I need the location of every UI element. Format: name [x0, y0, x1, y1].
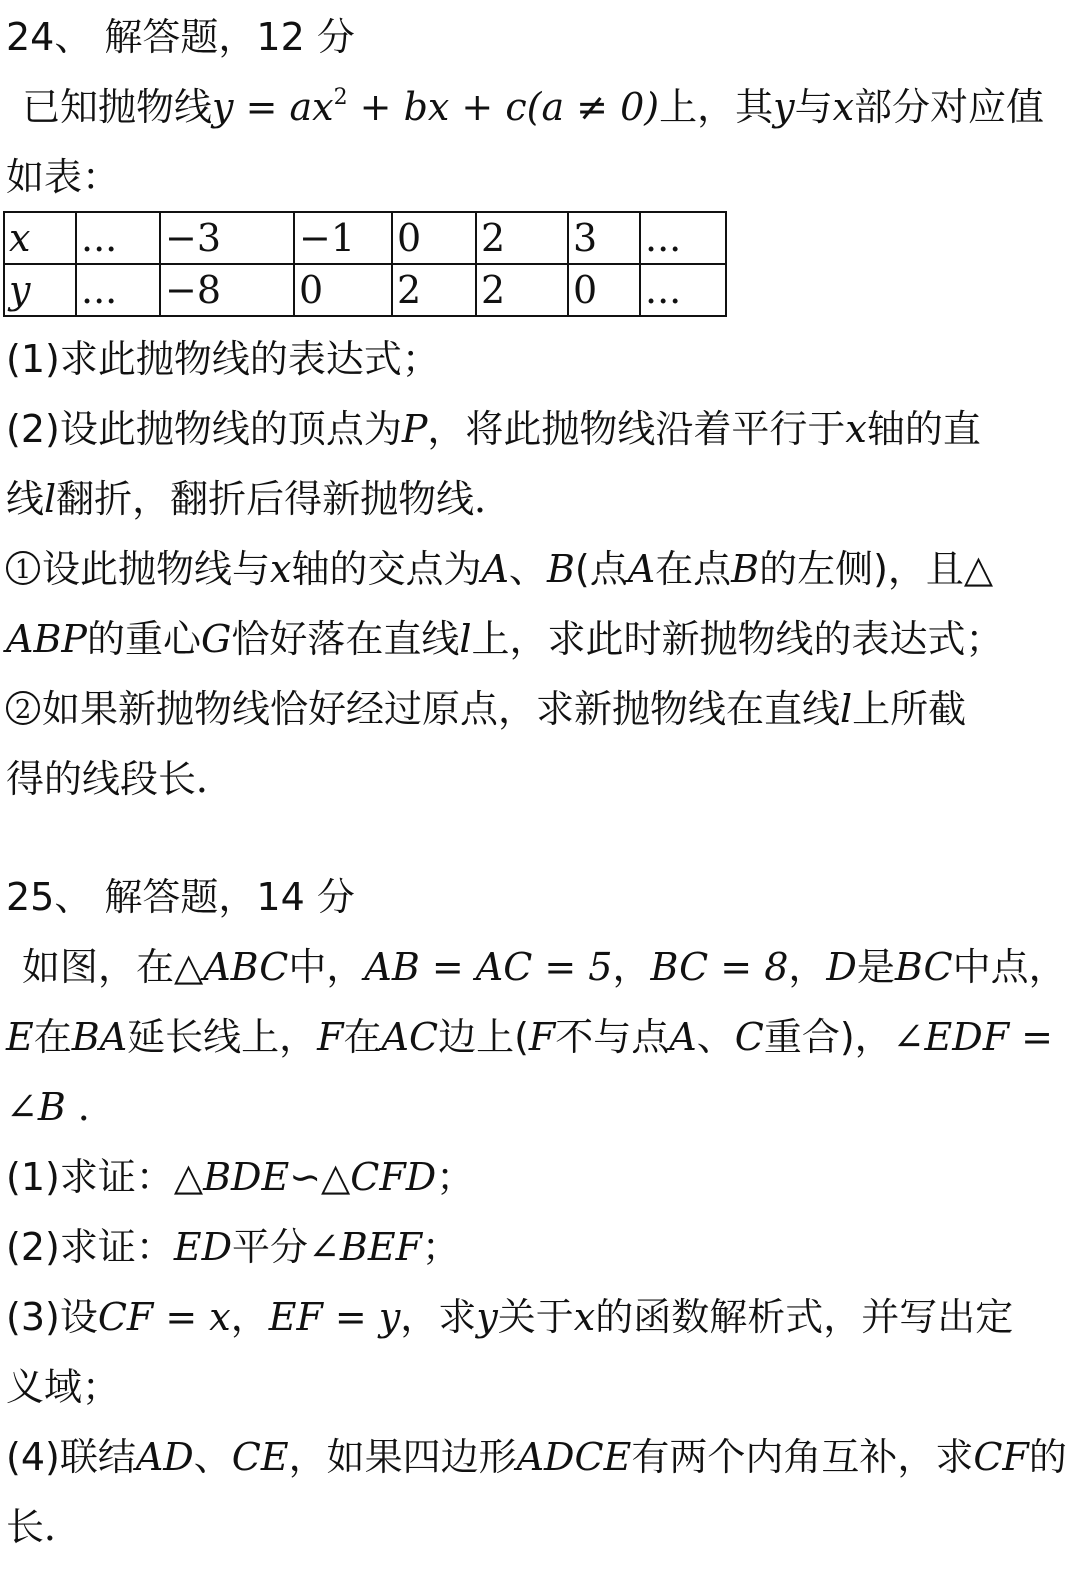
- q25-part-4-line-2: 长．: [6, 1505, 83, 1549]
- q25-header: 25、 解答题，14 分: [6, 875, 355, 919]
- table-cell: ...: [76, 212, 160, 264]
- q25-part-3-line-2: 义域；: [6, 1365, 121, 1409]
- table-cell: ...: [640, 212, 726, 264]
- table-row: [4, 212, 726, 264]
- table-cell: −8: [160, 264, 294, 316]
- q25-part-1: (1)求证：△BDE∽△CFD；: [6, 1155, 475, 1199]
- table-row-header: x: [4, 212, 76, 264]
- circled-number-1: 1: [6, 551, 40, 585]
- q24-sub-2-line-1: 2 如果新抛物线恰好经过原点，求新抛物线在直线l上所截: [6, 684, 1080, 734]
- table-cell: −1: [294, 212, 392, 264]
- table-cell: 0: [294, 264, 392, 316]
- table-cell: ...: [76, 264, 160, 316]
- table-cell: 2: [392, 264, 476, 316]
- table-cell: 3: [568, 212, 640, 264]
- table-cell: ...: [640, 264, 726, 316]
- q25-stem-line-3: ∠B ．: [6, 1085, 116, 1129]
- q25-stem-line-1: 如图，在△ABC中，AB = AC = 5，BC = 8，D是BC中点，: [22, 945, 1067, 989]
- q24-sub-2-line-2: 得的线段长．: [6, 757, 235, 801]
- q24-part-2-line-1: (2)设此抛物线的顶点为P，将此抛物线沿着平行于x轴的直: [6, 407, 981, 451]
- table-cell: 2: [476, 212, 568, 264]
- table-cell: 0: [392, 212, 476, 264]
- q25-part-4-line-1: (4)联结AD、CE，如果四边形ADCE有两个内角互补，求CF的: [6, 1435, 1067, 1479]
- q24-sub-1-line-2: ABP的重心G恰好落在直线l上，求此时新抛物线的表达式；: [6, 617, 1004, 661]
- table-cell: 0: [568, 264, 640, 316]
- q24-part-1: (1)求此抛物线的表达式；: [6, 337, 440, 381]
- circled-number-2: 2: [6, 691, 40, 725]
- q24-header: 24、 解答题，12 分: [6, 15, 355, 59]
- table-row: [4, 264, 726, 316]
- q25-part-3-line-1: (3)设CF = x，EF = y，求y关于x的函数解析式，并写出定: [6, 1295, 1014, 1339]
- table-row-header: y: [4, 264, 76, 316]
- q25-part-2: (2)求证：ED平分∠BEF；: [6, 1225, 460, 1269]
- q25-stem-line-2: E在BA延长线上，F在AC边上(F不与点A、C重合)，∠EDF =: [6, 1015, 1054, 1059]
- q24-stem-line-2: 如表：: [6, 155, 121, 199]
- value-table: [3, 211, 727, 317]
- q24-stem-line-1: 已知抛物线$y = ax^2$ + bx + c(a ≠ 0)上，其y与x部分对应值: [22, 85, 1045, 129]
- table-cell: −3: [160, 212, 294, 264]
- q24-sub-1-line-1: 1 设此抛物线与x轴的交点为A、B(点A在点B的左侧)，且△: [6, 544, 1080, 594]
- table-cell: 2: [476, 264, 568, 316]
- q24-part-2-line-2: 线l翻折，翻折后得新抛物线．: [6, 477, 513, 521]
